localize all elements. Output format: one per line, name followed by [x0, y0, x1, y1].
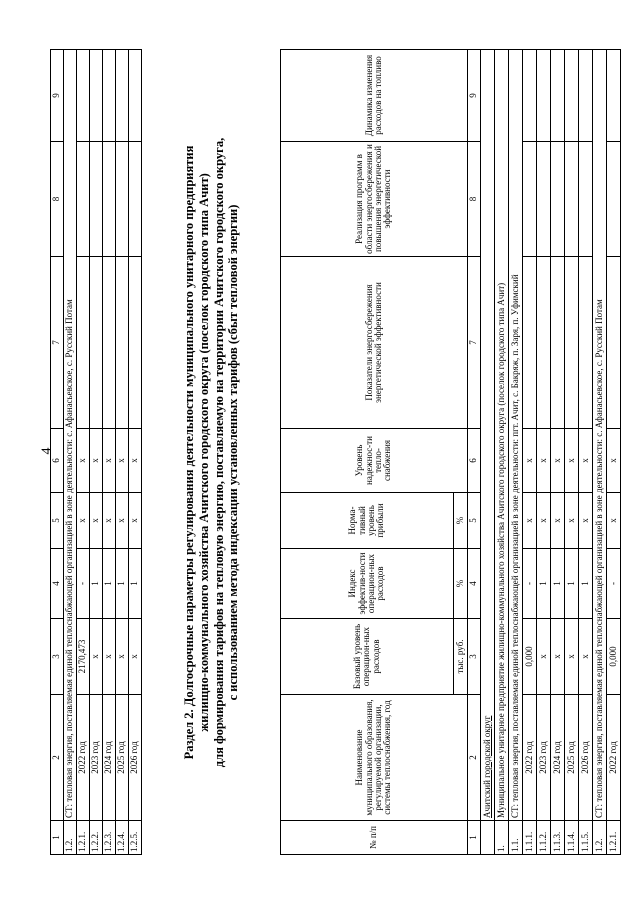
row-number: 1.1.1.	[523, 821, 537, 855]
col-number: 4	[51, 549, 64, 619]
row-number: 1.1.3.	[551, 821, 565, 855]
col-number: 2	[51, 695, 64, 821]
header-cell: Норма-тивный уровень прибыли	[281, 493, 454, 549]
col-number: 2	[468, 695, 481, 821]
value-cell: x	[77, 429, 90, 493]
value-cell: x	[537, 619, 551, 695]
table-row	[565, 50, 579, 855]
row-number: 1.1.	[509, 821, 523, 855]
header-cell: Уровень надежнос-ти тепло-снабжения	[281, 429, 468, 493]
value-cell: 1	[116, 549, 129, 619]
col-number: 8	[468, 142, 481, 257]
value-cell: x	[551, 493, 565, 549]
table-row	[523, 50, 537, 855]
year-cell: 2025 год	[565, 695, 579, 821]
parameters-table	[280, 49, 621, 855]
value-cell: x	[579, 619, 593, 695]
value-cell: x	[129, 429, 142, 493]
unit-cell: тыс. руб.	[454, 619, 468, 695]
value-cell	[565, 257, 579, 429]
col-number: 9	[468, 50, 481, 142]
header-cell: Показатели энергосбережения энергетической эффективности	[281, 257, 468, 429]
section-text: СТ: тепловая энергия, поставляемая единой теплоснабжающей организацией в зоне деятельности: с. Афанасьевское, с. Русский Потам	[64, 50, 77, 821]
row-number: 1.2.	[593, 821, 607, 855]
value-cell	[537, 257, 551, 429]
value-cell	[90, 257, 103, 429]
table-row	[129, 50, 142, 855]
col-number: 6	[468, 429, 481, 493]
col-number: 5	[51, 493, 64, 549]
row-number: 1.2.3.	[103, 821, 116, 855]
header-cell: № п/п	[281, 821, 468, 855]
value-cell	[565, 50, 579, 142]
value-cell: 1	[565, 549, 579, 619]
value-cell: x	[537, 429, 551, 493]
value-cell	[551, 142, 565, 257]
column-number-row	[51, 50, 64, 855]
organization-name: Муниципальное унитарное предприятие жилищно-коммунального хозяйства Ачитского городского округа (поселок городского типа Ачит)	[495, 50, 509, 821]
value-cell	[579, 142, 593, 257]
value-cell	[103, 257, 116, 429]
main-table-body-1	[523, 50, 593, 855]
value-cell: x	[103, 619, 116, 695]
value-cell	[551, 50, 565, 142]
heading-line: с использованием метода индексации установленных тарифов (сбыт тепловой энергии)	[226, 204, 241, 701]
value-cell	[579, 257, 593, 429]
section-row	[509, 50, 523, 855]
col-number: 5	[468, 493, 481, 549]
row-number	[481, 821, 495, 855]
value-cell: x	[103, 493, 116, 549]
table-row	[607, 50, 621, 855]
value-cell	[551, 257, 565, 429]
value-cell: x	[579, 493, 593, 549]
value-cell: -	[77, 549, 90, 619]
page-number: 4	[39, 447, 55, 455]
heading-line: для формирования тарифов на тепловую энергию, поставляемую на территории Ачитского городского округа,	[211, 137, 226, 768]
col-number: 1	[468, 821, 481, 855]
col-number: 1	[51, 821, 64, 855]
unit-cell: %	[454, 549, 468, 619]
value-cell: -	[523, 549, 537, 619]
value-cell: x	[551, 619, 565, 695]
section-row	[64, 50, 77, 855]
value-cell: x	[103, 429, 116, 493]
heading-line: жилищно-коммунального хозяйства Ачитского городского округа (поселок городского типа Ачит)	[196, 173, 211, 732]
value-cell: x	[90, 493, 103, 549]
value-cell	[77, 142, 90, 257]
section-row	[593, 50, 607, 855]
col-number: 4	[468, 549, 481, 619]
table-row	[90, 50, 103, 855]
rotated-page-content	[50, 50, 634, 855]
table-row	[551, 50, 565, 855]
year-cell: 2023 год	[537, 695, 551, 821]
value-cell: 2170,473	[77, 619, 90, 695]
value-cell: 0,000	[607, 619, 621, 695]
col-number: 8	[51, 142, 64, 257]
value-cell	[116, 50, 129, 142]
value-cell: -	[607, 549, 621, 619]
year-cell: 2024 год	[103, 695, 116, 821]
value-cell: x	[523, 493, 537, 549]
row-number: 1.2.	[64, 821, 77, 855]
col-number: 7	[51, 257, 64, 429]
section-text: СТ: тепловая энергия, поставляемая единой теплоснабжающей организацией в зоне деятельности: пгт. Ачит, с. Бакряж, п. Заря, п. Уфимский	[509, 50, 523, 821]
value-cell	[129, 142, 142, 257]
row-number: 1.2.2.	[90, 821, 103, 855]
value-cell: x	[116, 429, 129, 493]
row-number: 1.2.1.	[77, 821, 90, 855]
value-cell: x	[537, 493, 551, 549]
value-cell	[607, 257, 621, 429]
section-text: СТ: тепловая энергия, поставляемая единой теплоснабжающей организацией в зоне деятельности: с. Афанасьевское, с. Русский Потам	[593, 50, 607, 821]
value-cell: 1	[129, 549, 142, 619]
value-cell	[103, 50, 116, 142]
value-cell	[116, 257, 129, 429]
table-row	[77, 50, 90, 855]
table-row	[103, 50, 116, 855]
year-cell: 2022 год	[77, 695, 90, 821]
value-cell: x	[607, 493, 621, 549]
main-table-body-2	[607, 50, 621, 855]
section-heading	[182, 50, 241, 855]
header-cell: Реализация программ в области энергосбережения и повышения энергетической эффективности	[281, 142, 468, 257]
value-cell: 1	[537, 549, 551, 619]
value-cell: x	[565, 619, 579, 695]
value-cell: x	[551, 429, 565, 493]
value-cell	[523, 50, 537, 142]
row-number: 1.2.1.	[607, 821, 621, 855]
value-cell: x	[565, 429, 579, 493]
value-cell: x	[77, 493, 90, 549]
value-cell: x	[90, 619, 103, 695]
value-cell	[77, 257, 90, 429]
value-cell	[77, 50, 90, 142]
heading-line: Раздел 2. Долгосрочные параметры регулирования деятельности муниципального унитарного предприятия	[182, 145, 196, 760]
region-name: Ачитский городской округ	[481, 50, 495, 821]
value-cell	[607, 142, 621, 257]
value-cell: x	[116, 619, 129, 695]
year-cell: 2026 год	[579, 695, 593, 821]
value-cell: x	[129, 619, 142, 695]
header-cell: Базовый уровень операцион-ных расходов	[281, 619, 454, 695]
column-number-row	[468, 50, 481, 855]
value-cell: 0,000	[523, 619, 537, 695]
value-cell	[103, 142, 116, 257]
year-cell: 2024 год	[551, 695, 565, 821]
row-number: 1.2.5.	[129, 821, 142, 855]
value-cell	[523, 142, 537, 257]
row-number: 1.1.5.	[579, 821, 593, 855]
value-cell	[565, 142, 579, 257]
header-cell: Наименование муниципального образования, регулируемой организации, системы теплоснабжения, год	[281, 695, 468, 821]
value-cell	[129, 50, 142, 142]
value-cell	[90, 142, 103, 257]
table-row	[116, 50, 129, 855]
value-cell: 1	[579, 549, 593, 619]
top-table-body	[77, 50, 142, 855]
value-cell	[90, 50, 103, 142]
value-cell: 1	[103, 549, 116, 619]
value-cell	[579, 50, 593, 142]
continued-table	[50, 49, 142, 855]
value-cell: x	[90, 429, 103, 493]
col-number: 7	[468, 257, 481, 429]
year-cell: 2022 год	[607, 695, 621, 821]
year-cell: 2023 год	[90, 695, 103, 821]
col-number: 6	[51, 429, 64, 493]
row-number: 1.1.2.	[537, 821, 551, 855]
header-cell: Динамика изменения расходов на топливо	[281, 50, 468, 142]
year-cell: 2022 год	[523, 695, 537, 821]
col-number: 9	[51, 50, 64, 142]
value-cell: x	[116, 493, 129, 549]
header-row	[281, 50, 454, 855]
value-cell: 1	[551, 549, 565, 619]
value-cell	[537, 50, 551, 142]
header-cell: Индекс эффектив-ности операцион-ных расходов	[281, 549, 454, 619]
value-cell: x	[565, 493, 579, 549]
value-cell: x	[579, 429, 593, 493]
value-cell	[116, 142, 129, 257]
region-row	[481, 50, 495, 855]
value-cell	[607, 50, 621, 142]
value-cell: x	[523, 429, 537, 493]
row-number: 1.1.4.	[565, 821, 579, 855]
year-cell: 2025 год	[116, 695, 129, 821]
unit-cell: %	[454, 493, 468, 549]
table-row	[537, 50, 551, 855]
row-number: 1.	[495, 821, 509, 855]
table-row	[579, 50, 593, 855]
organization-row	[495, 50, 509, 855]
value-cell	[537, 142, 551, 257]
row-number: 1.2.4.	[116, 821, 129, 855]
col-number: 3	[468, 619, 481, 695]
value-cell	[129, 257, 142, 429]
value-cell: x	[607, 429, 621, 493]
year-cell: 2026 год	[129, 695, 142, 821]
value-cell	[523, 257, 537, 429]
value-cell: x	[129, 493, 142, 549]
value-cell: 1	[90, 549, 103, 619]
col-number: 3	[51, 619, 64, 695]
